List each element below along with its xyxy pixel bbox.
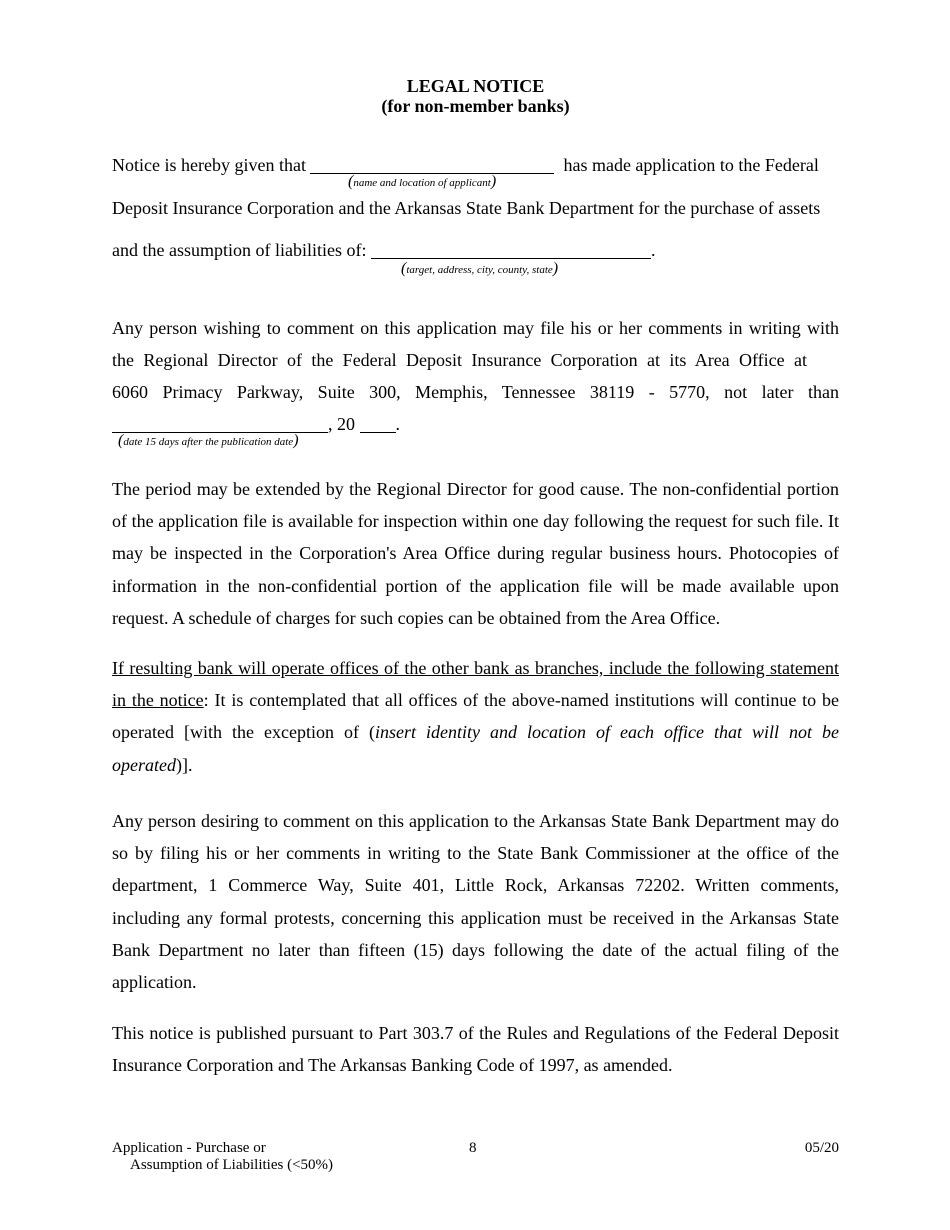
intro-line-1 xyxy=(112,154,819,176)
fdic-date-line xyxy=(112,413,400,435)
branches-instruction: If resulting bank will operate offices of the other bank as branches, include the following statement in the notice xyxy=(112,658,839,711)
fdic-comment-line-1: Any person wishing to comment on this application may file his or her comments in writing with xyxy=(112,318,839,338)
date-period: . xyxy=(395,414,400,434)
branches-paragraph xyxy=(112,652,839,781)
assumption-period: . xyxy=(650,240,656,260)
footer-page-number: 8 xyxy=(469,1140,477,1156)
target-caption: (target, address, city, county, state) xyxy=(401,260,559,277)
footer-left-line-1: Application - Purchase or xyxy=(112,1140,266,1156)
branches-end: )]. xyxy=(175,754,193,775)
arkansas-paragraph: Any person desiring to comment on this application to the Arkansas State Bank Department may do so by filing his or her comments in writing to the State Bank Commissioner at the office of the department, 1 Commerce Way, Suite 401, Little Rock, Arkansas 72202. Written comments, including any formal protests, concerning this application must be received in the Arkansas State Bank Department no later than fifteen (15) days following the date of the actual filing of the application. xyxy=(112,811,839,993)
fdic-comment-line-2: the Regional Director of the Federal Deposit Insurance Corporation at its Area Office at xyxy=(112,350,807,370)
assumption-text: and the assumption of liabilities of: xyxy=(112,240,367,260)
period-paragraph: The period may be extended by the Regional Director for good cause. The non-confidential portion of the application file is available for inspection within one day following the request for such file. It may be inspected in the Corporation's Area Office during regular business hours. Photocopies of information in the non-confidential portion of the application file will be made available upon request. A schedule of charges for such copies can be obtained from the Area Office. xyxy=(112,479,839,628)
branches-italic-instruction: insert identity and location of each office that will not be operated xyxy=(112,722,840,775)
branches-text: : It is contemplated that all offices of the above-named institutions will continue to be operated [with the exception of ( xyxy=(112,690,839,743)
title-line-2: (for non-member banks) xyxy=(381,96,570,116)
intro-line-3 xyxy=(112,239,655,261)
date-caption: (date 15 days after the publication date) xyxy=(118,432,299,449)
year-blank[interactable] xyxy=(360,415,396,433)
intro-text-start: Notice is hereby given that xyxy=(112,155,306,175)
footer-revision: 05/20 xyxy=(804,1140,839,1156)
title-line-1: LEGAL NOTICE xyxy=(406,76,545,96)
year-prefix: , 20 xyxy=(328,414,355,434)
applicant-caption: (name and location of applicant) xyxy=(348,173,497,190)
comment-date-blank[interactable] xyxy=(112,415,328,433)
notice-title xyxy=(112,76,839,116)
intro-line-2: Deposit Insurance Corporation and the Arkansas State Bank Department for the purchase of assets xyxy=(112,198,821,218)
target-blank[interactable] xyxy=(371,241,651,259)
published-paragraph: This notice is published pursuant to Part 303.7 of the Rules and Regulations of the Federal Deposit Insurance Corporation and The Arkansas Banking Code of 1997, as amended. xyxy=(112,1023,839,1076)
footer-left-line-2: Assumption of Liabilities (<50%) xyxy=(130,1157,334,1173)
fdic-comment-line-3: 6060 Primacy Parkway, Suite 300, Memphis, Tennessee 38119 - 5770, not later than xyxy=(112,382,839,402)
applicant-blank[interactable] xyxy=(310,156,554,174)
intro-text-end: has made application to the Federal xyxy=(563,155,819,175)
